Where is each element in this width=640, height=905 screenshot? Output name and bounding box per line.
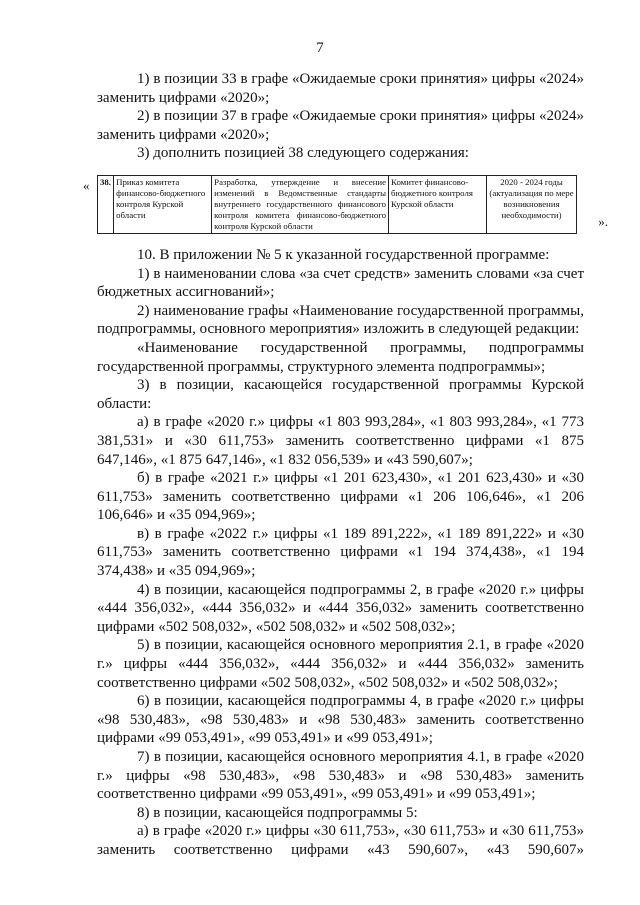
paragraph: а) в графе «2020 г.» цифры «30 611,753», «30 611,753» и «30 611,753» заменить соответственно цифрами «43 590,607», «43 590,607» [97, 823, 584, 858]
paragraph: 6) в позиции, касающейся подпрограммы 4, в графе «2020 г.» цифры «98 530,483», «98 530,483» и «98 530,483» заменить соответственно цифрами «99 053,491», «99 053,491» и «99 053,491»; [97, 693, 584, 747]
paragraph: б) в графе «2021 г.» цифры «1 201 623,430», «1 201 623,430» и «30 611,753» заменить соответственно цифрами «1 206 106,646», «1 206 106,646» и «35 094,969»; [97, 470, 584, 524]
paragraph: 3) дополнить позицией 38 следующего содержания: [137, 145, 469, 162]
cell-document: Приказ комитета финансово-бюджетного контроля Курской области [114, 175, 212, 233]
position-38-table [97, 175, 577, 234]
paragraph: 5) в позиции, касающейся основного мероприятия 2.1, в графе «2020 г.» цифры «444 356,032», «444 356,032» и «444 356,032» заменить соответственно цифрами «502 508,032», «502 508,032» и «502 508,032»; [97, 637, 584, 691]
paragraph: «Наименование государственной программы, подпрограммы государственной программы, структурного элемента подпрограммы»; [97, 339, 584, 375]
paragraph: 8) в позиции, касающейся подпрограммы 5: [137, 804, 418, 821]
inserted-position-table [83, 175, 608, 234]
table-open-quote: « [83, 177, 90, 193]
page-number: 7 [316, 40, 324, 56]
paragraph: 7) в позиции, касающейся основного мероприятия 4.1, в графе «2020 г.» цифры «98 530,483», «98 530,483» и «98 530,483» заменить соответственно цифрами «99 053,491», «99 053,491» и «99 053,491»; [97, 749, 584, 803]
paragraph: 2) наименование графы «Наименование государственной программы, подпрограммы, основного мероприятия» изложить в следующей редакции: [97, 302, 584, 338]
paragraph: 4) в позиции, касающейся подпрограммы 2, в графе «2020 г.» цифры «444 356,032», «444 356,032» и «444 356,032» заменить соответственно цифрами «502 508,032», «502 508,032» и «502 508,032»; [97, 581, 584, 635]
cell-name: Разработка, утверждение и внесение изменений в Ведомственные стандарты внутреннего государственного финансового контроля комитета финансово-бюджетного контроля Курской области [212, 175, 389, 233]
document-body [83, 70, 608, 860]
table-close-quote: ». [598, 214, 608, 230]
paragraph: 1) в наименовании слова «за счет средств» заменить словами «за счет бюджетных ассигнований»; [97, 265, 584, 301]
paragraph: 3) в позиции, касающейся государственной программы Курской области: [97, 377, 584, 412]
paragraph: 10. В приложении № 5 к указанной государственной программе: [137, 246, 550, 263]
paragraph: 2) в позиции 37 в графе «Ожидаемые сроки принятия» цифры «2024» заменить цифрами «2020»; [97, 108, 584, 143]
paragraph: в) в графе «2022 г.» цифры «1 189 891,222», «1 189 891,222» и «30 611,753» заменить соответственно цифрами «1 194 374,438», «1 194 374,438» и «35 094,969»; [97, 525, 584, 580]
paragraph: а) в графе «2020 г.» цифры «1 803 993,284», «1 803 993,284», «1 773 381,531» и «30 611,753» заменить соответственно цифрами «1 875 647,146», «1 875 647,146», «1 832 056,539» и «43 590,607»; [97, 414, 584, 468]
cell-executor: Комитет финансово-бюджетного контроля Курской области [389, 175, 487, 233]
table-row [98, 175, 577, 233]
cell-number: 38. [98, 175, 114, 233]
paragraph: 1) в позиции 33 в графе «Ожидаемые сроки принятия» цифры «2024» заменить цифрами «2020»; [97, 71, 584, 106]
cell-term: 2020 - 2024 годы (актуализация по мере возникновения необходимости) [487, 175, 577, 233]
